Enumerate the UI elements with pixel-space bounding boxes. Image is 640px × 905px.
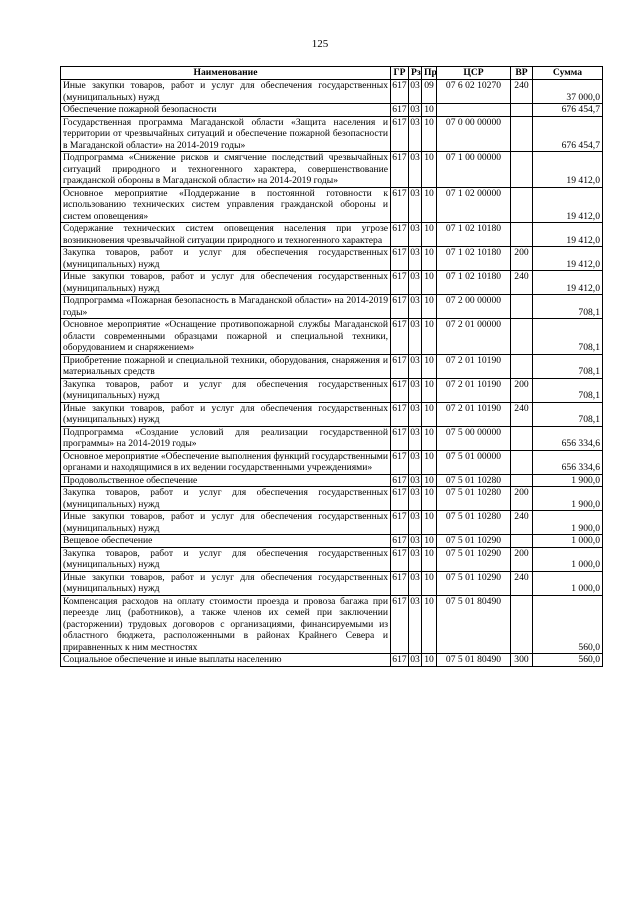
table-row: [61, 547, 603, 571]
cell-name: Подпрограмма «Создание условий для реализации государственной программы» на 2014-2019 годы»: [61, 426, 391, 450]
cell-name: Основное мероприятие «Оснащение противопожарной службы Магаданской области современными образцами пожарной и специальной техники, оборудованием и снаряжением»: [61, 319, 391, 355]
cell-vr: 240: [511, 402, 533, 426]
table-row: [61, 104, 603, 117]
cell-csr: 07 2 01 10190: [437, 402, 511, 426]
cell-gr: 617: [391, 247, 409, 271]
cell-pr: 10: [422, 354, 437, 378]
cell-gr: 617: [391, 511, 409, 535]
cell-sum: 656 334,6: [533, 450, 603, 474]
cell-name: Обеспечение пожарной безопасности: [61, 104, 391, 117]
table-row: [61, 511, 603, 535]
cell-vr: [511, 295, 533, 319]
cell-rz: 03: [409, 426, 422, 450]
table-row: [61, 271, 603, 295]
cell-csr: 07 5 01 10280: [437, 511, 511, 535]
cell-name: Иные закупки товаров, работ и услуг для обеспечения государственных (муниципальных) нужд: [61, 511, 391, 535]
cell-sum: 708,1: [533, 354, 603, 378]
cell-rz: 03: [409, 223, 422, 247]
cell-sum: 37 000,0: [533, 80, 603, 104]
table-row: [61, 116, 603, 152]
cell-sum: 1 000,0: [533, 535, 603, 548]
cell-rz: 03: [410, 654, 420, 665]
cell-vr: 300: [511, 654, 533, 667]
cell-name: Закупка товаров, работ и услуг для обеспечения государственных (муниципальных) нужд: [61, 487, 391, 511]
cell-rz: 03: [409, 80, 422, 104]
cell-name: Закупка товаров, работ и услуг для обеспечения государственных (муниципальных) нужд: [61, 547, 391, 571]
cell-gr: 617: [391, 354, 409, 378]
cell-rz: 03: [409, 152, 422, 188]
cell-gr: 617: [391, 295, 409, 319]
cell-csr: 07 2 01 10190: [437, 378, 511, 402]
cell-name: Подпрограмма «Пожарная безопасность в Магаданской области» на 2014-2019 годы»: [61, 295, 391, 319]
cell-gr: 617: [391, 426, 409, 450]
cell-csr: 07 5 01 10290: [437, 571, 511, 595]
header-rz: Рз: [409, 67, 422, 80]
cell-gr: 617: [391, 547, 409, 571]
cell-csr: 07 2 01 00000: [437, 319, 511, 355]
cell-csr: 07 1 02 10180: [437, 223, 511, 247]
cell-vr: [511, 535, 533, 548]
cell-gr: 617: [391, 450, 409, 474]
header-pr: Пр: [422, 67, 437, 80]
table-row: [61, 319, 603, 355]
cell-csr: 07 5 01 80490: [437, 654, 511, 667]
cell-rz: 03: [409, 402, 422, 426]
cell-sum: 708,1: [533, 295, 603, 319]
cell-pr: 10: [422, 547, 437, 571]
cell-name: Иные закупки товаров, работ и услуг для обеспечения государственных (муниципальных) нужд: [61, 571, 391, 595]
cell-sum: 19 412,0: [533, 223, 603, 247]
cell-csr: 07 0 00 00000: [437, 116, 511, 152]
cell-name: Компенсация расходов на оплату стоимости проезда и провоза багажа при переезде лиц (работников), а также членов их семей при заключении (расторжении) трудовых договоров с организациями, финансируемыми из областного бюджета, расположенными в районах Крайнего Севера и приравненных к ним местностях: [61, 595, 391, 654]
table-body: [61, 80, 603, 667]
table-row: [61, 80, 603, 104]
cell-pr: 10: [422, 654, 437, 667]
cell-sum: 560,0: [533, 654, 603, 667]
cell-sum: 19 412,0: [533, 152, 603, 188]
cell-vr: [511, 354, 533, 378]
cell-sum: 708,1: [533, 319, 603, 355]
table-row: [61, 474, 603, 487]
table-row: [61, 595, 603, 654]
cell-vr: [511, 319, 533, 355]
table-row: [61, 354, 603, 378]
cell-pr: 10: [422, 402, 437, 426]
cell-rz: 03: [409, 595, 422, 654]
cell-name: Подпрограмма «Снижение рисков и смягчение последствий чрезвычайных ситуаций природного и техногенного характера, совершенствование гражданской обороны в Магаданской области» на 2014-2019 годы»: [61, 152, 391, 188]
cell-vr: [511, 474, 533, 487]
cell-sum: 656 334,6: [533, 426, 603, 450]
cell-csr: 07 5 01 10290: [437, 535, 511, 548]
cell-rz: 03: [409, 571, 422, 595]
cell-pr: 10: [422, 535, 437, 548]
cell-pr: 10: [422, 511, 437, 535]
table-row: [61, 654, 603, 667]
cell-vr: [511, 450, 533, 474]
cell-vr: [511, 104, 533, 117]
cell-gr: 617: [391, 116, 409, 152]
cell-name: Закупка товаров, работ и услуг для обеспечения государственных (муниципальных) нужд: [61, 378, 391, 402]
cell-rz: 03: [410, 535, 420, 546]
cell-gr: 617: [391, 595, 409, 654]
table-row: [61, 426, 603, 450]
cell-rz: 03: [409, 319, 422, 355]
cell-sum: 19 412,0: [533, 187, 603, 223]
cell-sum: 1 000,0: [533, 571, 603, 595]
cell-sum: 1 900,0: [533, 487, 603, 511]
cell-pr: 10: [422, 571, 437, 595]
cell-sum: 1 900,0: [533, 511, 603, 535]
cell-pr: 10: [422, 474, 437, 487]
cell-sum: 676 454,7: [533, 104, 603, 117]
cell-vr: 200: [511, 247, 533, 271]
cell-pr: 10: [422, 223, 437, 247]
cell-csr: 07 5 01 00000: [437, 450, 511, 474]
header-sum: Сумма: [533, 67, 603, 80]
cell-vr: [511, 152, 533, 188]
cell-gr: 617: [391, 487, 409, 511]
cell-name: Продовольственное обеспечение: [61, 474, 391, 487]
cell-sum: 1 900,0: [533, 474, 603, 487]
cell-sum: 19 412,0: [533, 247, 603, 271]
cell-pr: 09: [422, 80, 437, 104]
table-row: [61, 152, 603, 188]
cell-name: Приобретение пожарной и специальной техники, оборудования, снаряжения и материальных средств: [61, 354, 391, 378]
table-row: [61, 223, 603, 247]
cell-name: Социальное обеспечение и иные выплаты населению: [61, 654, 391, 667]
cell-name: Вещевое обеспечение: [61, 535, 391, 548]
cell-csr: 07 2 01 10190: [437, 354, 511, 378]
cell-rz: 03: [409, 450, 422, 474]
table-row: [61, 571, 603, 595]
cell-name: Закупка товаров, работ и услуг для обеспечения государственных (муниципальных) нужд: [61, 247, 391, 271]
cell-name: Содержание технических систем оповещения населения при угрозе возникновения чрезвычайной ситуации природного и техногенного характера: [61, 223, 391, 247]
cell-rz: 03: [409, 487, 422, 511]
table-row: [61, 247, 603, 271]
cell-rz: 03: [409, 378, 422, 402]
cell-gr: 617: [391, 223, 409, 247]
header-csr: ЦСР: [437, 67, 511, 80]
table-row: [61, 450, 603, 474]
table-row: [61, 295, 603, 319]
header-name: Наименование: [61, 67, 391, 80]
cell-vr: [511, 595, 533, 654]
cell-pr: 10: [422, 104, 437, 117]
cell-gr: 617: [391, 152, 409, 188]
cell-pr: 10: [422, 247, 437, 271]
cell-csr: 07 1 02 10180: [437, 271, 511, 295]
cell-pr: 10: [422, 271, 437, 295]
cell-rz: 03: [409, 547, 422, 571]
cell-name: Государственная программа Магаданской области «Защита населения и территории от чрезвычайных ситуаций и обеспечение пожарной безопасности в Магаданской области» на 2014-2019 годы»: [61, 116, 391, 152]
cell-vr: [511, 116, 533, 152]
cell-gr: 617: [391, 319, 409, 355]
cell-name: Иные закупки товаров, работ и услуг для обеспечения государственных (муниципальных) нужд: [61, 402, 391, 426]
cell-sum: 19 412,0: [533, 271, 603, 295]
header-vr: ВР: [511, 67, 533, 80]
cell-csr: 07 5 00 00000: [437, 426, 511, 450]
cell-pr: 10: [422, 295, 437, 319]
cell-vr: 240: [511, 80, 533, 104]
cell-name: Основное мероприятие «Обеспечение выполнения функций государственными органами и находящимися в их ведении государственными учреждениями»: [61, 450, 391, 474]
table-row: [61, 402, 603, 426]
cell-csr: [437, 104, 511, 117]
cell-gr: 617: [391, 271, 409, 295]
cell-pr: 10: [422, 152, 437, 188]
cell-pr: 10: [422, 450, 437, 474]
cell-vr: 240: [511, 511, 533, 535]
cell-gr: 617: [391, 571, 409, 595]
cell-csr: 07 5 01 10280: [437, 487, 511, 511]
cell-rz: 03: [409, 511, 422, 535]
cell-pr: 10: [422, 378, 437, 402]
cell-rz: 03: [409, 271, 422, 295]
cell-vr: 240: [511, 271, 533, 295]
cell-sum: 1 000,0: [533, 547, 603, 571]
cell-csr: 07 5 01 10280: [437, 474, 511, 487]
table-header-row: [61, 67, 603, 80]
cell-rz: 03: [409, 354, 422, 378]
cell-gr: 617: [392, 104, 407, 115]
cell-vr: [511, 187, 533, 223]
cell-vr: 200: [511, 487, 533, 511]
cell-gr: 617: [392, 535, 407, 546]
cell-rz: 03: [409, 295, 422, 319]
cell-pr: 10: [422, 487, 437, 511]
page-number: 125: [311, 38, 329, 50]
cell-rz: 03: [410, 104, 420, 115]
cell-gr: 617: [391, 402, 409, 426]
cell-gr: 617: [391, 378, 409, 402]
cell-gr: 617: [392, 474, 407, 486]
cell-pr: 10: [422, 426, 437, 450]
budget-table: [60, 66, 603, 667]
cell-csr: 07 1 00 00000: [437, 152, 511, 188]
cell-sum: 676 454,7: [533, 116, 603, 152]
table-row: [61, 187, 603, 223]
cell-rz: 03: [409, 247, 422, 271]
table-row: [61, 487, 603, 511]
cell-name: Иные закупки товаров, работ и услуг для обеспечения государственных (муниципальных) нужд: [61, 80, 391, 104]
cell-pr: 10: [422, 116, 437, 152]
cell-vr: 200: [511, 378, 533, 402]
cell-name: Основное мероприятие «Поддержание в постоянной готовности к использованию технических систем управления гражданской обороны и систем оповещения»: [61, 187, 391, 223]
cell-vr: 240: [511, 571, 533, 595]
cell-rz: 03: [409, 187, 422, 223]
cell-name: Иные закупки товаров, работ и услуг для обеспечения государственных (муниципальных) нужд: [61, 271, 391, 295]
cell-gr: 617: [392, 654, 407, 665]
cell-rz: 03: [410, 474, 420, 486]
table-row: [61, 378, 603, 402]
cell-rz: 03: [409, 116, 422, 152]
cell-sum: 560,0: [533, 595, 603, 654]
cell-vr: [511, 426, 533, 450]
cell-csr: 07 2 00 00000: [437, 295, 511, 319]
cell-csr: 07 5 01 10290: [437, 547, 511, 571]
cell-csr: 07 1 02 10180: [437, 247, 511, 271]
cell-sum: 708,1: [533, 402, 603, 426]
cell-csr: 07 6 02 10270: [437, 80, 511, 104]
cell-vr: [511, 223, 533, 247]
table-row: [61, 535, 603, 548]
cell-sum: 708,1: [533, 378, 603, 402]
header-gr: ГР: [391, 67, 409, 80]
cell-csr: 07 5 01 80490: [437, 595, 511, 654]
cell-pr: 10: [422, 187, 437, 223]
cell-csr: 07 1 02 00000: [437, 187, 511, 223]
cell-gr: 617: [391, 187, 409, 223]
cell-gr: 617: [391, 80, 409, 104]
cell-pr: 10: [422, 595, 437, 654]
cell-vr: 200: [511, 547, 533, 571]
cell-pr: 10: [422, 319, 437, 355]
